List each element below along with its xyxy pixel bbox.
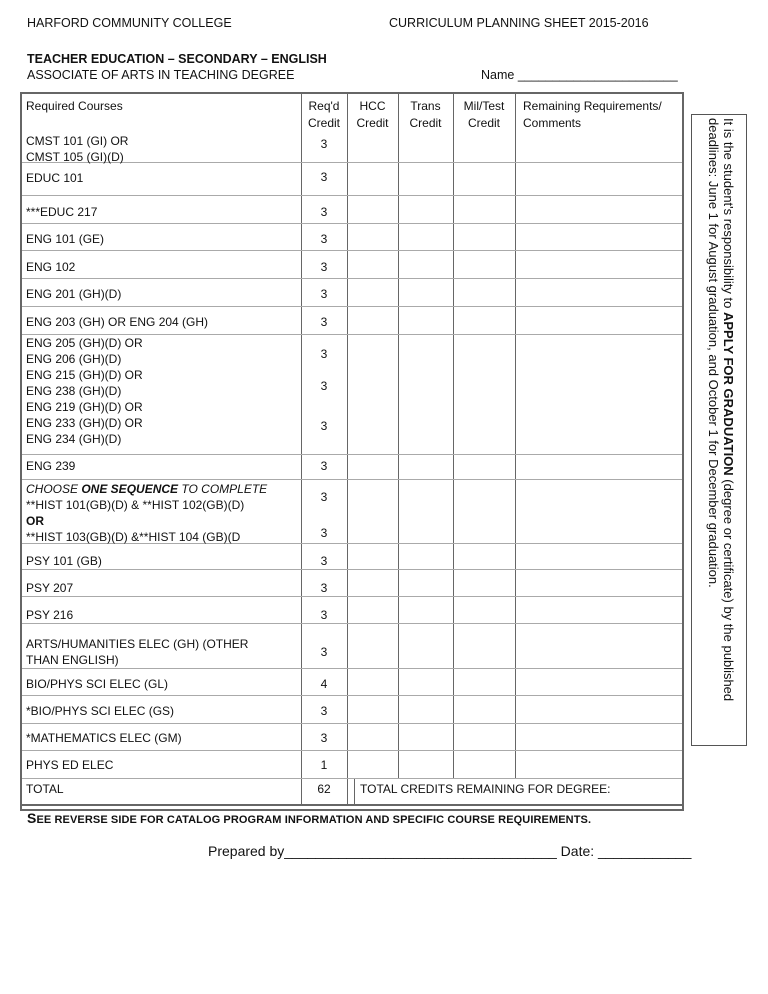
required-credit: 3 bbox=[320, 287, 328, 301]
column-divider bbox=[347, 92, 348, 804]
required-credit: 3 bbox=[320, 260, 328, 274]
course-name: ENG 102 bbox=[26, 260, 76, 274]
program-title: TEACHER EDUCATION – SECONDARY – ENGLISH bbox=[27, 52, 327, 66]
required-credit: 3 bbox=[320, 459, 328, 473]
course-name: ENG 239 bbox=[26, 459, 76, 473]
degree-title: ASSOCIATE OF ARTS IN TEACHING DEGREE bbox=[27, 68, 295, 82]
row-divider bbox=[22, 569, 682, 570]
course-name: ARTS/HUMANITIES ELEC (GH) (OTHER bbox=[26, 637, 249, 651]
required-credit: 3 bbox=[320, 554, 328, 568]
course-name: OR bbox=[26, 514, 44, 528]
course-name: ENG 203 (GH) OR ENG 204 (GH) bbox=[26, 315, 209, 329]
course-name: ENG 206 (GH)(D) bbox=[26, 352, 122, 366]
course-name: *BIO/PHYS SCI ELEC (GS) bbox=[26, 704, 175, 718]
course-name: **HIST 101(GB)(D) & **HIST 102(GB)(D) bbox=[26, 498, 245, 512]
column-divider bbox=[301, 92, 302, 804]
col-header-req-credit: Req'd Credit bbox=[307, 99, 340, 130]
required-credit: 3 bbox=[320, 137, 328, 151]
required-credit: 3 bbox=[320, 526, 328, 540]
required-credit: 1 bbox=[320, 758, 328, 772]
course-name: ENG 219 (GH)(D) OR bbox=[26, 400, 143, 414]
row-divider bbox=[22, 596, 682, 597]
required-credit: 3 bbox=[320, 170, 328, 184]
row-divider bbox=[22, 750, 682, 751]
row-divider bbox=[22, 668, 682, 669]
total-remaining-label: TOTAL CREDITS REMAINING FOR DEGREE: bbox=[360, 782, 611, 796]
required-credit: 3 bbox=[320, 608, 328, 622]
required-credit: 3 bbox=[320, 379, 328, 393]
required-credit: 3 bbox=[320, 232, 328, 246]
total-credit: 62 bbox=[317, 782, 331, 796]
row-divider bbox=[22, 695, 682, 696]
graduation-note: It is the student's responsibility to APPLY FOR GRADUATION (degree or certificate) by the published deadlines: June 1 for August graduation, and October 1 for December graduation. bbox=[706, 118, 736, 702]
row-divider bbox=[22, 623, 682, 624]
row-divider bbox=[22, 778, 682, 779]
required-credit: 3 bbox=[320, 731, 328, 745]
course-name: ENG 201 (GH)(D) bbox=[26, 287, 122, 301]
course-table bbox=[20, 92, 684, 811]
row-divider bbox=[22, 195, 682, 196]
course-name: PSY 216 bbox=[26, 608, 74, 622]
course-name: **HIST 103(GB)(D) &**HIST 104 (GB)(D bbox=[26, 530, 241, 544]
required-credit: 3 bbox=[320, 581, 328, 595]
required-credit: 4 bbox=[320, 677, 328, 691]
college-name: HARFORD COMMUNITY COLLEGE bbox=[27, 16, 232, 30]
reverse-side-note: SEE REVERSE SIDE FOR CATALOG PROGRAM INFORMATION AND SPECIFIC COURSE REQUIREMENTS. bbox=[27, 810, 592, 826]
col-header-hcc-credit: HCC Credit bbox=[356, 99, 389, 130]
course-name: CMST 101 (GI) OR bbox=[26, 134, 129, 148]
course-name: ENG 238 (GH)(D) bbox=[26, 384, 122, 398]
course-name: *MATHEMATICS ELEC (GM) bbox=[26, 731, 182, 745]
row-divider bbox=[22, 454, 682, 455]
required-credit: 3 bbox=[320, 347, 328, 361]
required-credit: 3 bbox=[320, 315, 328, 329]
course-name: ENG 234 (GH)(D) bbox=[26, 432, 122, 446]
col-header-required: Required Courses bbox=[26, 99, 123, 113]
course-name: THAN ENGLISH) bbox=[26, 653, 119, 667]
course-name: CMST 105 (GI)(D) bbox=[26, 150, 124, 164]
required-credit: 3 bbox=[320, 205, 328, 219]
row-divider bbox=[22, 804, 682, 806]
course-name: PSY 101 (GB) bbox=[26, 554, 102, 568]
row-divider bbox=[22, 479, 682, 480]
sheet-title: CURRICULUM PLANNING SHEET 2015-2016 bbox=[389, 16, 649, 30]
graduation-note-emphasis: APPLY FOR GRADUATION bbox=[721, 311, 736, 476]
course-name: ***EDUC 217 bbox=[26, 205, 98, 219]
total-label: TOTAL bbox=[26, 782, 64, 796]
required-credit: 3 bbox=[320, 419, 328, 433]
course-name: ENG 215 (GH)(D) OR bbox=[26, 368, 143, 382]
course-name: BIO/PHYS SCI ELEC (GL) bbox=[26, 677, 169, 691]
course-name: ENG 233 (GH)(D) OR bbox=[26, 416, 143, 430]
prepared-by-field[interactable]: Prepared by___________________________________ Date: ____________ bbox=[208, 843, 692, 859]
row-divider bbox=[22, 306, 682, 307]
required-credit: 3 bbox=[320, 645, 328, 659]
course-name: ENG 205 (GH)(D) OR bbox=[26, 336, 143, 350]
row-divider bbox=[22, 723, 682, 724]
row-divider bbox=[22, 278, 682, 279]
col-header-remaining: Remaining Requirements/ Comments bbox=[523, 99, 662, 130]
required-credit: 3 bbox=[320, 490, 328, 504]
course-name: PHYS ED ELEC bbox=[26, 758, 114, 772]
course-name: PSY 207 bbox=[26, 581, 74, 595]
col-header-trans-credit: Trans Credit bbox=[409, 99, 442, 130]
required-credit: 3 bbox=[320, 704, 328, 718]
row-divider bbox=[22, 250, 682, 251]
name-field[interactable]: Name _______________________ bbox=[481, 68, 678, 82]
course-name: ENG 101 (GE) bbox=[26, 232, 105, 246]
col-header-mil-credit: Mil/Test Credit bbox=[463, 99, 505, 130]
course-name: EDUC 101 bbox=[26, 171, 84, 185]
row-divider bbox=[22, 223, 682, 224]
sequence-instruction: CHOOSE ONE SEQUENCE TO COMPLETE bbox=[26, 482, 268, 496]
